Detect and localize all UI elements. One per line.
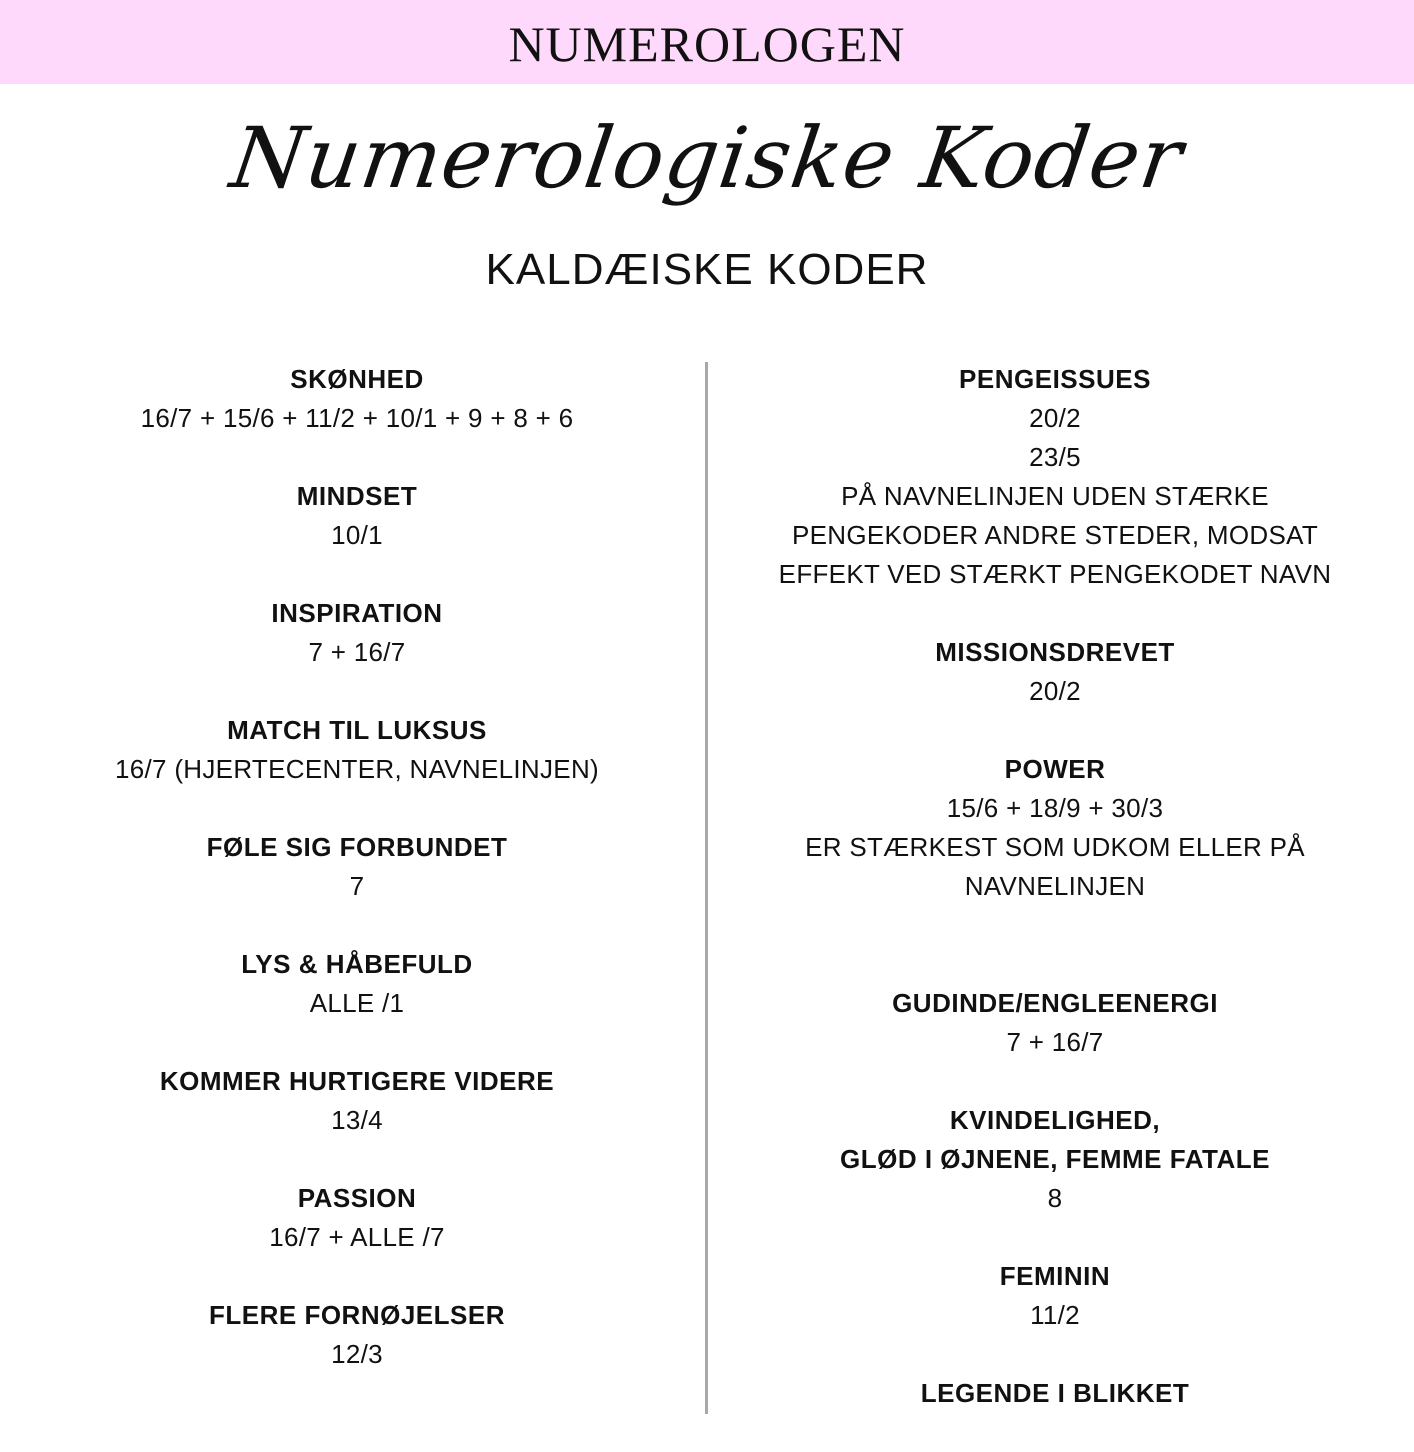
code-entry-passion — [40, 1179, 674, 1257]
code-entry-feminin — [740, 1257, 1370, 1335]
entry-value: ALLE /1 — [309, 988, 405, 1018]
code-entry-missionsdrevet — [740, 633, 1370, 711]
code-entry-skonhed — [40, 360, 674, 438]
entry-value: 8 — [1047, 1183, 1063, 1213]
entry-value: 23/5 — [1029, 442, 1081, 472]
code-entry-kommer-hurtigere-videre — [40, 1062, 674, 1140]
column-divider — [705, 362, 708, 1414]
entry-note: ER STÆRKEST SOM UDKOM ELLER PÅ — [805, 832, 1305, 862]
entry-note: EFFEKT VED STÆRKT PENGEKODET NAVN — [778, 559, 1332, 589]
script-title: Numerologiske Koder — [225, 109, 1189, 207]
code-entry-flere-fornojelser — [40, 1296, 674, 1374]
entry-value: 15/6 + 18/9 + 30/3 — [946, 793, 1164, 823]
entry-value: 7 + 16/7 — [308, 637, 406, 667]
entry-title: POWER — [1004, 754, 1106, 784]
code-entry-pengeissues — [740, 360, 1370, 594]
entry-title: PASSION — [297, 1183, 417, 1213]
entry-title: INSPIRATION — [271, 598, 443, 628]
entry-title: FØLE SIG FORBUNDET — [206, 832, 508, 862]
entry-value: 20/2 — [1029, 676, 1081, 706]
code-entry-inspiration — [40, 594, 674, 672]
entry-title: KVINDELIGHED, — [949, 1105, 1161, 1135]
entry-title: LYS & HÅBEFULD — [241, 949, 473, 979]
code-entry-match-til-luksus — [40, 711, 674, 789]
page-subtitle: KALDÆISKE KODER — [485, 245, 929, 294]
code-entry-power — [740, 750, 1370, 906]
entry-value: 7 + 16/7 — [1006, 1027, 1104, 1057]
code-entry-gudinde-engleenergi — [740, 984, 1370, 1062]
entry-note: NAVNELINJEN — [964, 871, 1146, 901]
entry-value: 13/4 — [331, 1105, 383, 1135]
entry-title: MATCH TIL LUKSUS — [227, 715, 487, 745]
left-column — [40, 360, 674, 1413]
entry-title: PENGEISSUES — [959, 364, 1151, 394]
header-banner — [0, 0, 1414, 84]
entry-note: PENGEKODER ANDRE STEDER, MODSAT — [791, 520, 1318, 550]
code-entry-legende-i-blikket — [740, 1374, 1370, 1413]
entry-title: MISSIONSDREVET — [935, 637, 1175, 667]
entry-value: 11/2 — [1030, 1300, 1080, 1330]
entry-title: LEGENDE I BLIKKET — [920, 1378, 1190, 1408]
entry-title: MINDSET — [296, 481, 418, 511]
entry-value: 16/7 (HJERTECENTER, NAVNELINJEN) — [115, 754, 599, 784]
entry-value: 16/7 + 15/6 + 11/2 + 10/1 + 9 + 8 + 6 — [140, 403, 574, 433]
right-column — [740, 360, 1370, 1452]
entry-title: FLERE FORNØJELSER — [209, 1300, 505, 1330]
code-entry-kvindelighed — [740, 1101, 1370, 1218]
entry-value: 7 — [349, 871, 365, 901]
brand-title: NUMEROLOGEN — [508, 16, 906, 72]
entry-title-continued: GLØD I ØJNENE, FEMME FATALE — [840, 1144, 1270, 1174]
code-entry-mindset — [40, 477, 674, 555]
entry-title: SKØNHED — [290, 364, 424, 394]
entry-value: 10/1 — [331, 520, 383, 550]
code-entry-lys-habefuld — [40, 945, 674, 1023]
entry-note: PÅ NAVNELINJEN UDEN STÆRKE — [841, 481, 1269, 511]
entry-title: GUDINDE/ENGLEENERGI — [892, 988, 1218, 1018]
entry-value: 20/2 — [1029, 403, 1081, 433]
code-entry-fole-sig-forbundet — [40, 828, 674, 906]
entry-value: 16/7 + ALLE /7 — [269, 1222, 445, 1252]
entry-value: 12/3 — [331, 1339, 383, 1369]
entry-title: KOMMER HURTIGERE VIDERE — [159, 1066, 555, 1096]
entry-title: FEMININ — [999, 1261, 1111, 1291]
